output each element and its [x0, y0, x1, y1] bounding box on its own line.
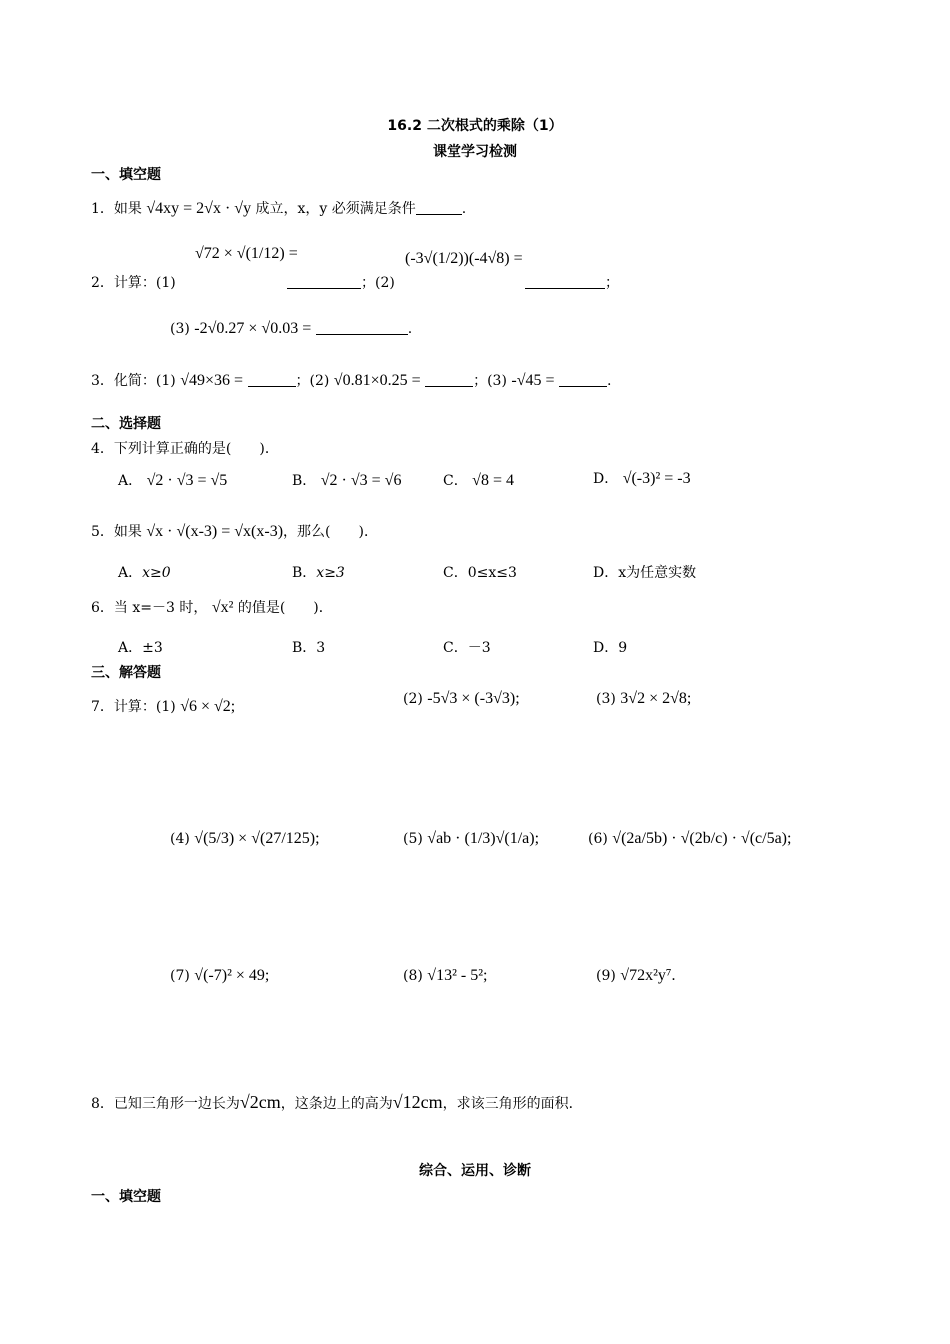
q7-part-9 — [596, 967, 675, 985]
q7-part-6 — [588, 830, 791, 848]
q1-end: . — [461, 201, 467, 217]
q6-a-text: ±3 — [142, 640, 163, 656]
q3-label: 化简： — [113, 373, 156, 389]
q2-sep2: ； — [605, 275, 619, 291]
q5-b-label: B． — [292, 565, 317, 581]
q6-option-c[interactable] — [443, 637, 491, 657]
question-3 — [91, 370, 611, 390]
q2-p3-expr: -2√0.27 × √0.03 = — [194, 320, 312, 337]
q6-option-b[interactable] — [292, 637, 325, 657]
q6-number: 6． — [91, 600, 114, 616]
q5-pre: 如果 — [113, 524, 142, 540]
q7-p4-label: (4) — [170, 831, 190, 847]
q5-option-a[interactable] — [118, 562, 171, 582]
q2-p1-answer — [287, 272, 395, 292]
q7-p3-label: (3) — [596, 691, 616, 707]
q8-number: 8． — [91, 1096, 114, 1112]
q3-number: 3． — [91, 373, 114, 389]
q7-part-2 — [403, 690, 520, 708]
q7-p4-expr: √(5/3) × √(27/125); — [194, 830, 320, 847]
q5-option-c[interactable] — [443, 562, 517, 582]
q3-p2-blank[interactable] — [425, 372, 473, 387]
q7-p5-expr: √ab · (1/3)√(1/a); — [427, 830, 540, 847]
q7-p3-expr: 3√2 × 2√8; — [620, 690, 692, 707]
q3-p1-label: (1) — [155, 373, 176, 389]
q4-b-label: B． — [292, 473, 317, 489]
q5-option-b[interactable] — [292, 562, 345, 582]
q3-p2-label: (2) — [309, 373, 330, 389]
q3-p1-expr: √49×36 = — [180, 372, 244, 389]
q7-part-7 — [170, 967, 269, 985]
section-title-comprehensive: 综合、运用、诊断 — [419, 1163, 531, 1179]
section-heading-fill: 一、填空题 — [91, 167, 161, 183]
q2-sep1: ； — [361, 275, 375, 291]
page-subtitle: 课堂学习检测 — [433, 144, 517, 160]
q7-p6-expr: √(2a/5b) · √(2b/c) · √(c/5a); — [612, 830, 792, 847]
q7-p9-label: (9) — [596, 968, 616, 984]
q6-d-label: D． — [593, 640, 619, 656]
q3-sep2: ； — [473, 373, 488, 389]
q4-option-b[interactable] — [292, 470, 401, 490]
q7-part-4 — [170, 830, 320, 848]
q4-b-expr: √2 · √3 = √6 — [320, 472, 402, 489]
q8-text-1: 已知三角形一边长为 — [113, 1096, 240, 1112]
question-7 — [91, 696, 235, 716]
q5-post: ，那么( )． — [283, 524, 378, 540]
q3-p3-blank[interactable] — [559, 372, 607, 387]
q6-b-label: B． — [292, 640, 317, 656]
q6-c-text: －3 — [467, 640, 491, 656]
q6-post: 的值是( )． — [237, 600, 333, 616]
q2-p2-blank[interactable] — [525, 274, 605, 289]
q6-option-a[interactable] — [118, 637, 163, 657]
question-1 — [91, 198, 466, 218]
q4-a-expr: √2 · √3 = √5 — [146, 472, 228, 489]
q5-option-d[interactable] — [593, 562, 696, 582]
q1-post: 成立，x，y 必须满足条件 — [255, 201, 416, 217]
q1-answer-blank[interactable] — [416, 200, 462, 215]
q2-p2-expr: (-3√(1/2))(-4√8) = — [405, 250, 523, 267]
q4-number: 4． — [91, 441, 114, 457]
q2-label: 计算： — [113, 275, 156, 291]
section-heading-fill-2: 一、填空题 — [91, 1189, 161, 1205]
question-6 — [91, 597, 333, 617]
q7-part-3 — [596, 690, 691, 708]
q2-p2-answer — [525, 272, 619, 292]
question-8 — [91, 1092, 583, 1113]
question-4 — [91, 438, 279, 458]
q8-side-expr: √2cm — [239, 1092, 281, 1112]
q5-d-text: x为任意实数 — [618, 565, 697, 581]
section-heading-solve: 三、解答题 — [91, 665, 161, 681]
q8-text-2: ，这条边上的高为 — [280, 1096, 393, 1112]
q3-sep1: ； — [295, 373, 310, 389]
q7-p9-expr: √72x²y⁷. — [620, 967, 676, 984]
q7-p8-expr: √13² - 5²; — [427, 967, 488, 984]
section-heading-choice: 二、选择题 — [91, 416, 161, 432]
q4-option-d[interactable] — [593, 468, 691, 488]
q4-c-label: C． — [443, 473, 468, 489]
q2-p2-label: (2) — [375, 275, 395, 291]
q3-p3-expr: -√45 = — [511, 372, 555, 389]
q6-d-text: 9 — [618, 640, 628, 656]
q1-pre: 如果 — [113, 201, 142, 217]
q4-a-label: A． — [118, 473, 143, 489]
q5-expr: √x · √(x-3) = √x(x-3) — [146, 523, 284, 540]
q6-c-label: C． — [443, 640, 468, 656]
q7-label: 计算： — [113, 699, 156, 715]
q7-part-5 — [403, 830, 539, 848]
q2-p3-label: (3) — [170, 321, 190, 337]
q7-p5-label: (5) — [403, 831, 423, 847]
q5-a-text: x≥0 — [142, 565, 171, 581]
q2-number: 2． — [91, 275, 114, 291]
q6-expr: √x² — [211, 599, 234, 616]
q2-number-label — [91, 272, 176, 292]
q3-p1-blank[interactable] — [248, 372, 296, 387]
q7-p7-expr: √(-7)² × 49; — [194, 967, 270, 984]
q5-b-text: x≥3 — [316, 565, 345, 581]
q3-p3-label: (3) — [487, 373, 507, 389]
q7-p1-label: (1) — [155, 699, 176, 715]
q4-c-expr: √8 = 4 — [472, 472, 514, 489]
q7-p2-expr: -5√3 × (-3√3); — [427, 690, 520, 707]
q3-p2-expr: √0.81×0.25 = — [333, 372, 421, 389]
q7-p7-label: (7) — [170, 968, 190, 984]
q2-p3-blank[interactable] — [316, 320, 408, 335]
q3-end: . — [606, 373, 612, 389]
q1-expr: √4xy = 2√x · √y — [146, 200, 252, 217]
q7-number: 7． — [91, 699, 114, 715]
q6-pre: 当 x=－3 时， — [113, 600, 208, 616]
q4-d-label: D． — [593, 471, 619, 487]
q4-option-a[interactable] — [118, 470, 227, 490]
q7-p6-label: (6) — [588, 831, 608, 847]
q1-number: 1． — [91, 201, 114, 217]
q4-d-expr: √(-3)² = -3 — [622, 470, 691, 487]
q7-p1-expr: √6 × √2; — [180, 698, 236, 715]
question-5 — [91, 521, 378, 541]
q2-p3 — [170, 320, 412, 338]
q5-a-label: A． — [118, 565, 143, 581]
q8-height-expr: √12cm — [392, 1092, 443, 1112]
q5-number: 5． — [91, 524, 114, 540]
q4-option-c[interactable] — [443, 470, 514, 490]
q2-p1-blank[interactable] — [287, 274, 361, 289]
q5-c-text: 0≤x≤3 — [467, 565, 517, 581]
q7-part-8 — [403, 967, 487, 985]
q2-p1-label: (1) — [155, 275, 176, 291]
q6-b-text: 3 — [316, 640, 326, 656]
q4-stem: 下列计算正确的是( )． — [113, 441, 279, 457]
q2-end: . — [407, 321, 413, 337]
q2-p1-expr: √72 × √(1/12) = — [195, 245, 298, 262]
q5-c-label: C． — [443, 565, 468, 581]
q8-text-3: ，求该三角形的面积． — [442, 1096, 583, 1112]
q5-d-label: D． — [593, 565, 619, 581]
q7-p8-label: (8) — [403, 968, 423, 984]
page-title: 16.2 二次根式的乘除（1） — [387, 118, 563, 134]
q6-option-d[interactable] — [593, 637, 627, 657]
q7-p2-label: (2) — [403, 691, 423, 707]
q6-a-label: A． — [118, 640, 143, 656]
